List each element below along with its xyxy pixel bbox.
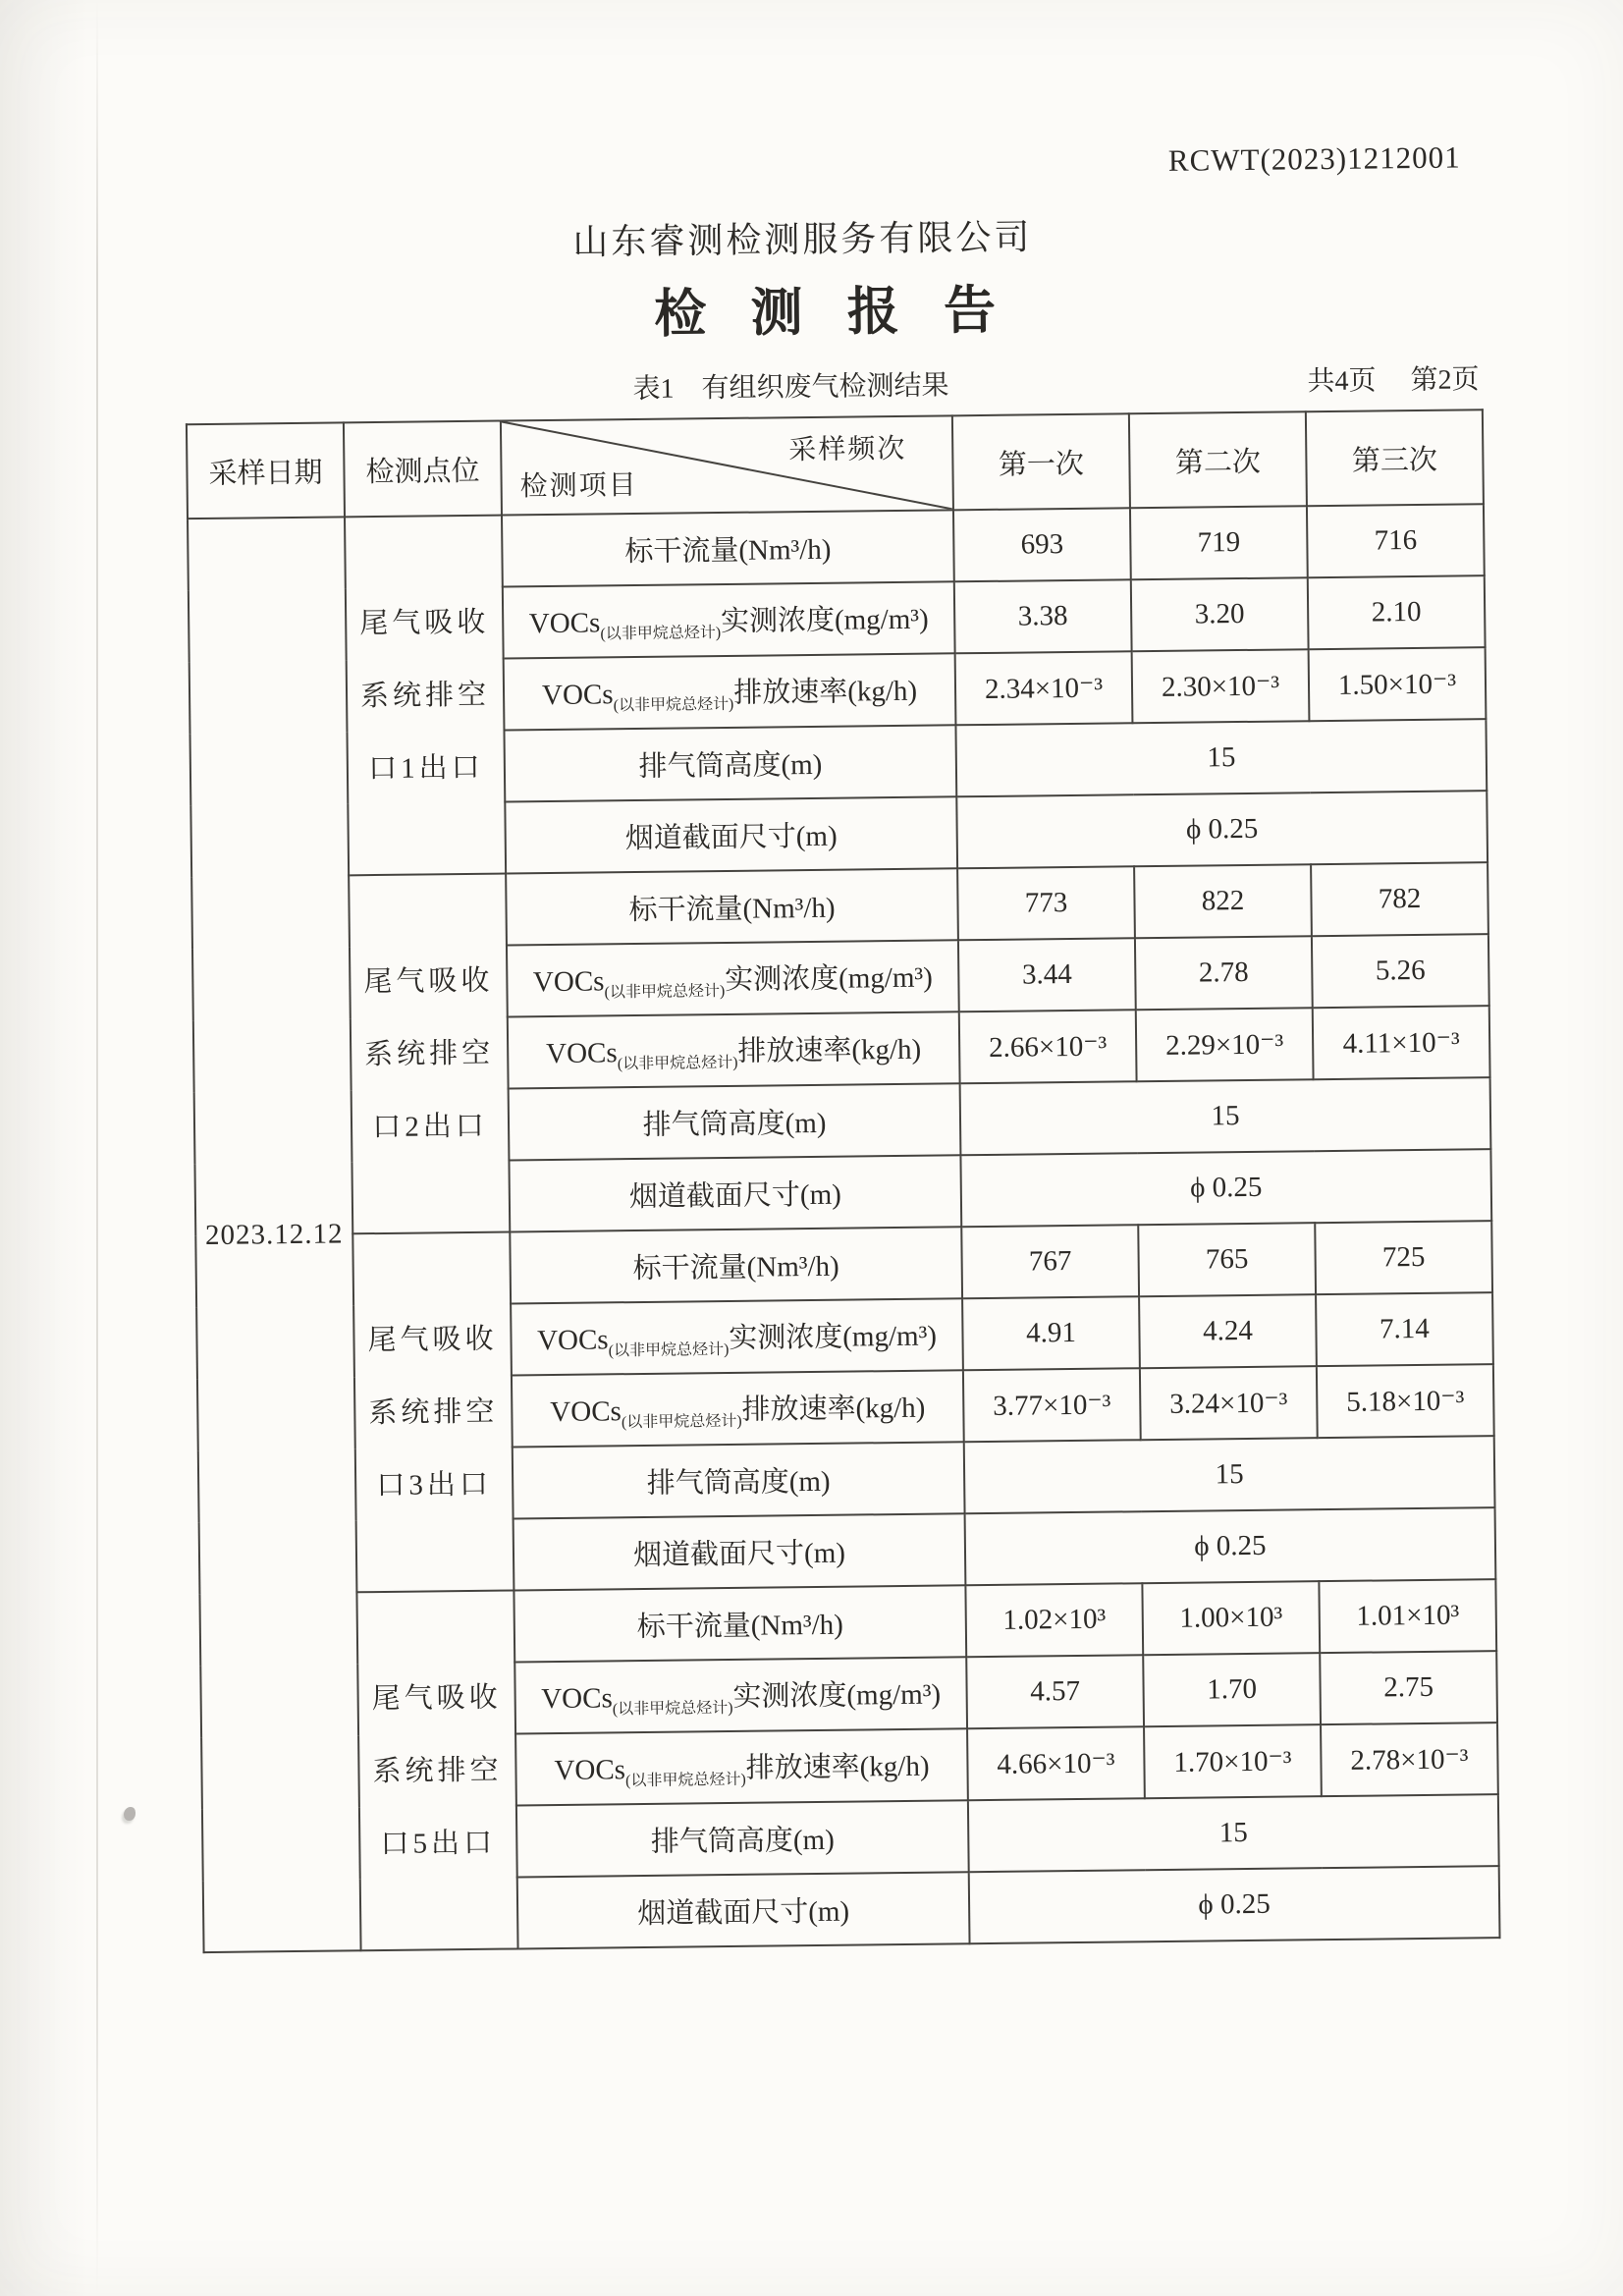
table-caption-row — [632, 357, 1479, 407]
value-cell: 2.78×10⁻³ — [1321, 1722, 1498, 1796]
point-cell-outlet3 — [352, 1231, 514, 1592]
row-label-stack-height: 排气筒高度(m) — [513, 1442, 965, 1518]
table-header-row — [187, 410, 1484, 519]
value-cell: 1.02×10³ — [965, 1583, 1143, 1657]
value-cell: 4.91 — [962, 1296, 1140, 1370]
value-cell: 4.11×10⁻³ — [1313, 1006, 1490, 1079]
value-cell: 2.66×10⁻³ — [959, 1010, 1137, 1083]
value-cell: 3.44 — [958, 938, 1136, 1011]
emission-results-table — [186, 409, 1501, 1953]
value-cell: 3.77×10⁻³ — [963, 1368, 1141, 1442]
value-cell: 2.34×10⁻³ — [955, 651, 1133, 725]
merged-value-cell: 15 — [960, 1077, 1491, 1155]
value-cell: 1.00×10³ — [1142, 1581, 1320, 1655]
row-label-stack-height: 排气筒高度(m) — [509, 1083, 961, 1160]
point-label: 尾气吸收 系统排空 口3出口 — [367, 1323, 499, 1502]
value-cell: 716 — [1307, 504, 1485, 577]
row-label-duct-size: 烟道截面尺寸(m) — [505, 796, 957, 873]
value-cell: 822 — [1134, 864, 1312, 938]
merged-value-cell: 15 — [964, 1436, 1495, 1513]
row-label-flow: 标干流量(Nm³/h) — [514, 1585, 966, 1662]
header-frequency: 采样频次 — [788, 433, 907, 466]
value-cell: 4.66×10⁻³ — [967, 1726, 1145, 1800]
point-label: 尾气吸收 系统排空 口1出口 — [359, 606, 491, 785]
value-cell: 5.18×10⁻³ — [1317, 1364, 1494, 1438]
row-label-vocs-rate: VOCs$_{(以非甲烷总烃计)}$排放速率(kg/h) — [515, 1728, 968, 1805]
value-cell: 773 — [957, 866, 1135, 940]
point-cell-outlet2 — [349, 874, 510, 1234]
row-label-vocs-concentration: VOCs$_{(以非甲烷总烃计)}$实测浓度(mg/m³) — [511, 1298, 963, 1375]
row-label-stack-height: 排气筒高度(m) — [504, 725, 956, 801]
merged-value-cell: 15 — [968, 1794, 1499, 1872]
header-point: 检测点位 — [344, 421, 502, 518]
value-cell: 1.01×10³ — [1319, 1579, 1496, 1653]
header-first: 第一次 — [952, 413, 1130, 510]
value-cell: 2.30×10⁻³ — [1132, 649, 1310, 723]
value-cell: 719 — [1130, 506, 1308, 579]
point-cell-outlet1 — [345, 516, 506, 876]
value-cell: 3.38 — [954, 579, 1132, 653]
value-cell: 1.70 — [1143, 1653, 1321, 1726]
header-third: 第三次 — [1306, 410, 1484, 506]
row-label-stack-height: 排气筒高度(m) — [516, 1800, 969, 1877]
merged-value-cell: 15 — [955, 719, 1487, 796]
page-count: 共4页 第2页 — [1307, 364, 1480, 398]
value-cell: 2.10 — [1308, 575, 1486, 649]
header-sample-date: 采样日期 — [187, 422, 345, 519]
row-label-duct-size: 烟道截面尺寸(m) — [514, 1513, 966, 1590]
merged-value-cell: ϕ 0.25 — [960, 1149, 1491, 1227]
value-cell: 765 — [1138, 1223, 1316, 1296]
sample-date-cell: 2023.12.12 — [188, 517, 361, 1952]
value-cell: 2.29×10⁻³ — [1136, 1008, 1314, 1081]
row-label-duct-size: 烟道截面尺寸(m) — [509, 1155, 961, 1231]
row-label-vocs-concentration: VOCs$_{(以非甲烷总烃计)}$实测浓度(mg/m³) — [503, 581, 955, 658]
header-diagonal-cell — [501, 415, 953, 515]
value-cell: 4.24 — [1139, 1294, 1317, 1368]
value-cell: 3.24×10⁻³ — [1140, 1366, 1318, 1440]
point-label: 尾气吸收 系统排空 口5出口 — [371, 1681, 503, 1860]
row-label-vocs-concentration: VOCs$_{(以非甲烷总烃计)}$实测浓度(mg/m³) — [514, 1657, 967, 1733]
value-cell: 3.20 — [1131, 577, 1309, 651]
table-caption: 表1 有组织废气检测结果 — [632, 370, 949, 406]
report-number: RCWT(2023)1212001 — [1167, 139, 1461, 178]
value-cell: 2.78 — [1135, 936, 1313, 1010]
point-label: 尾气吸收 系统排空 口2出口 — [363, 964, 495, 1143]
merged-value-cell: ϕ 0.25 — [969, 1866, 1500, 1943]
value-cell: 782 — [1311, 862, 1488, 936]
value-cell: 7.14 — [1316, 1292, 1493, 1366]
header-second: 第二次 — [1129, 411, 1307, 508]
row-label-vocs-concentration: VOCs$_{(以非甲烷总烃计)}$实测浓度(mg/m³) — [507, 940, 959, 1016]
value-cell: 5.26 — [1312, 934, 1489, 1008]
row-label-duct-size: 烟道截面尺寸(m) — [517, 1872, 970, 1948]
value-cell: 1.50×10⁻³ — [1309, 647, 1487, 721]
value-cell: 725 — [1315, 1221, 1492, 1294]
value-cell: 2.75 — [1320, 1651, 1497, 1724]
row-label-vocs-rate: VOCs$_{(以非甲烷总烃计)}$排放速率(kg/h) — [508, 1011, 960, 1088]
value-cell: 4.57 — [966, 1655, 1144, 1728]
row-label-flow: 标干流量(Nm³/h) — [502, 510, 954, 586]
value-cell: 693 — [953, 508, 1131, 581]
header-item: 检测项目 — [519, 469, 638, 503]
merged-value-cell: ϕ 0.25 — [956, 791, 1488, 868]
report-title: 检 测 报 告 — [653, 282, 1012, 344]
row-label-flow: 标干流量(Nm³/h) — [510, 1227, 962, 1303]
row-label-flow: 标干流量(Nm³/h) — [506, 868, 958, 945]
merged-value-cell: ϕ 0.25 — [965, 1507, 1496, 1585]
value-cell: 767 — [961, 1225, 1139, 1298]
company-name: 山东睿测检测服务有限公司 — [572, 217, 1033, 262]
point-cell-outlet5 — [356, 1590, 517, 1950]
row-label-vocs-rate: VOCs$_{(以非甲烷总烃计)}$排放速率(kg/h) — [512, 1370, 964, 1447]
row-label-vocs-rate: VOCs$_{(以非甲烷总烃计)}$排放速率(kg/h) — [504, 653, 956, 730]
value-cell: 1.70×10⁻³ — [1144, 1724, 1322, 1798]
